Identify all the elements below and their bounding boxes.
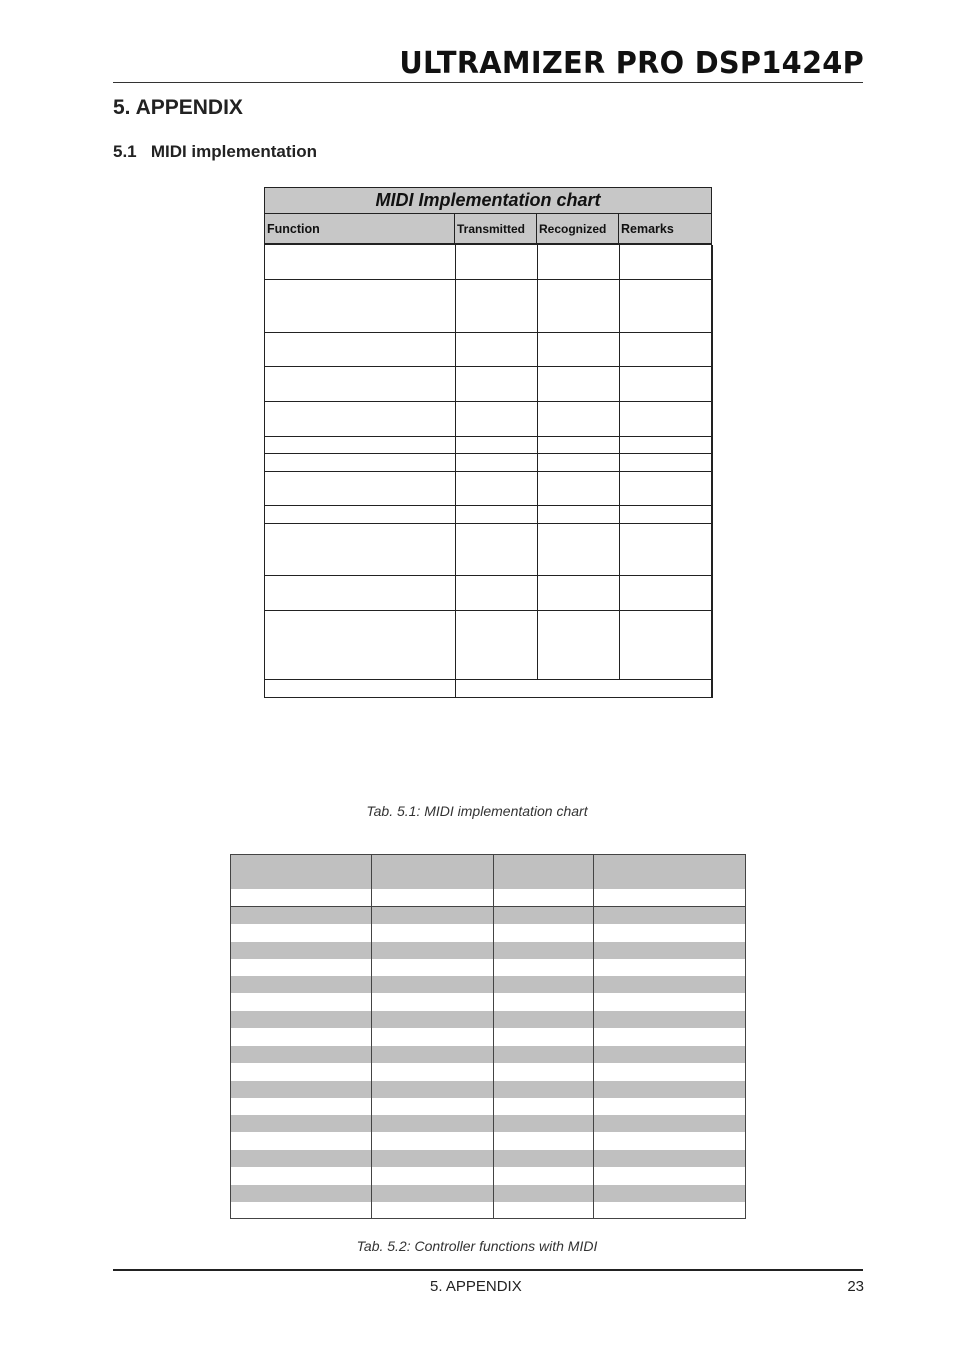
- controller-table-caption: Tab. 5.2: Controller functions with MIDI: [356, 1238, 598, 1254]
- midi-chart-row: [265, 402, 711, 437]
- controller-table-stripe-row: [231, 976, 745, 993]
- midi-chart-row: [265, 576, 711, 611]
- midi-chart-cell: [265, 245, 620, 279]
- midi-chart-header-row: [264, 214, 712, 245]
- midi-chart-row: [265, 454, 711, 472]
- section-title: 5. APPENDIX: [113, 96, 243, 119]
- midi-chart-notes-row: [265, 680, 711, 698]
- controller-functions-table: [230, 854, 746, 1219]
- controller-table-stripe-row: [231, 907, 745, 924]
- column-header-recognized: Recognized: [537, 214, 619, 243]
- footer-section-label: 5. APPENDIX: [430, 1278, 522, 1295]
- controller-table-column-divider: [593, 855, 594, 1218]
- controller-table-stripe-row: [231, 1185, 745, 1202]
- controller-table-column-divider: [371, 855, 372, 1218]
- midi-chart-cell: [265, 680, 456, 697]
- controller-table-stripe-row: [231, 1150, 745, 1167]
- controller-table-stripe-row: [231, 1115, 745, 1132]
- midi-chart-cell: [265, 280, 620, 332]
- midi-implementation-chart: [264, 187, 712, 696]
- controller-table-column-divider: [493, 855, 494, 1218]
- midi-chart-row: [265, 506, 711, 524]
- subsection-title: [113, 142, 317, 162]
- controller-table-stripe-row: [231, 1081, 745, 1098]
- midi-chart-cell: [265, 437, 620, 453]
- controller-table-stripe-row: [231, 1046, 745, 1063]
- midi-chart-cell: [265, 611, 620, 679]
- header-divider: [113, 82, 863, 83]
- controller-table-header: [231, 855, 745, 889]
- midi-chart-cell: [265, 333, 620, 366]
- column-header-transmitted: Transmitted: [455, 214, 537, 243]
- midi-chart-body: [264, 245, 713, 698]
- subsection-number: 5.1: [113, 142, 137, 161]
- midi-chart-row: [265, 437, 711, 454]
- midi-chart-cell: [265, 454, 620, 471]
- midi-chart-row: [265, 524, 711, 576]
- subsection-label: MIDI implementation: [150, 142, 318, 161]
- midi-chart-row: [265, 280, 711, 333]
- controller-table-stripe-row: [231, 1011, 745, 1028]
- page-number: 23: [847, 1278, 864, 1295]
- footer-divider: [113, 1269, 863, 1271]
- midi-chart-row: [265, 333, 711, 367]
- midi-chart-row: [265, 367, 711, 402]
- midi-chart-cell: [265, 472, 620, 505]
- controller-table-stripe-row: [231, 942, 745, 959]
- midi-chart-cell: [265, 576, 620, 610]
- midi-chart-cell: [265, 367, 620, 401]
- midi-chart-cell: [265, 524, 620, 575]
- column-header-function: Function: [265, 214, 455, 243]
- midi-chart-row: [265, 611, 711, 680]
- midi-chart-caption: Tab. 5.1: MIDI implementation chart: [366, 803, 588, 819]
- midi-chart-cell: [265, 506, 620, 523]
- document-title: ULTRAMIZER PRO DSP1424P: [399, 46, 864, 81]
- midi-chart-row: [265, 472, 711, 506]
- column-header-remarks: Remarks: [621, 221, 674, 236]
- midi-chart-cell: [265, 402, 620, 436]
- midi-chart-title: MIDI Implementation chart: [264, 187, 712, 215]
- midi-chart-row: [265, 245, 711, 280]
